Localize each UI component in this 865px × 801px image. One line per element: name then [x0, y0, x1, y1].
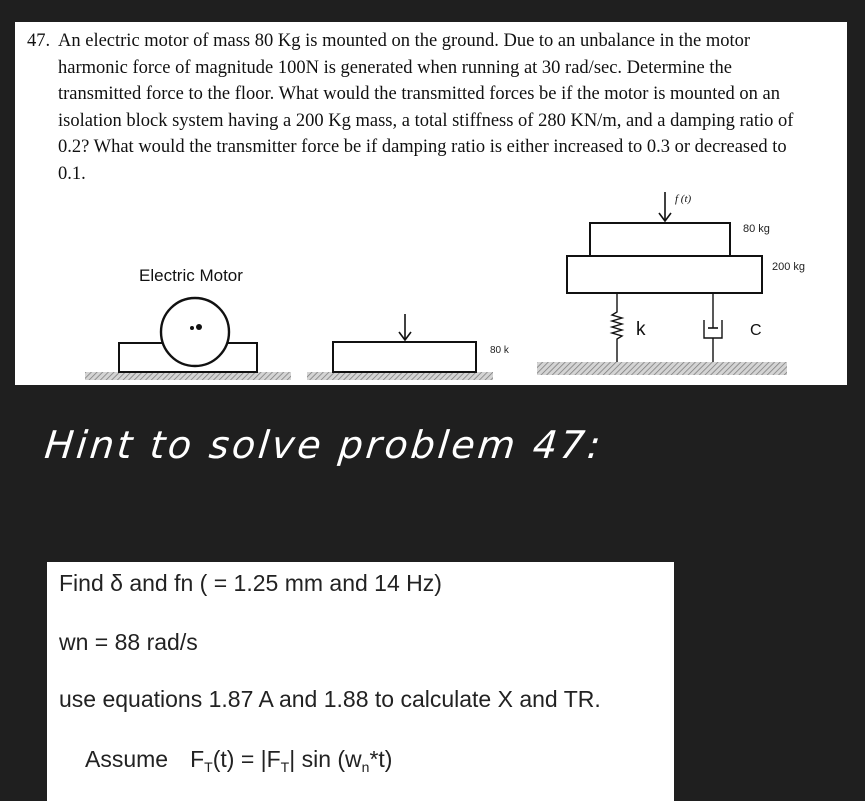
mass-block-small — [333, 342, 476, 372]
hint-card — [47, 562, 674, 801]
spring-label: k — [636, 319, 646, 340]
rotor-center-icon — [190, 326, 194, 330]
problem-card — [15, 22, 847, 385]
motor-label: Electric Motor — [139, 266, 243, 285]
natural-frequency-subscript: n — [361, 759, 370, 775]
motor-housing — [161, 298, 229, 366]
mass-label-top: 80 kg — [743, 223, 770, 235]
hint-line-equations: use equations 1.87 A and 1.88 to calculate X and TR. — [59, 686, 601, 712]
force-label: f (t) — [675, 193, 692, 205]
problem-line: 0.1. — [58, 163, 86, 184]
problem-line: transmitted force to the floor. What would the transmitted forces be if the motor is mounted on an — [58, 84, 781, 104]
equation-sine: | sin (w — [289, 746, 362, 772]
mass-label-small: 80 k — [490, 345, 509, 356]
hint-line-assume — [85, 746, 392, 775]
unbalance-mass-icon — [196, 324, 202, 330]
problem-line: isolation block system having a 200 Kg mass, a total stiffness of 280 KN/m, and a damping ratio of — [58, 110, 794, 131]
problem-number: 47. — [27, 31, 51, 51]
isolation-block — [567, 256, 762, 293]
problem-line: 0.2? What would the transmitter force be if damping ratio is either increased to 0.3 or decreased to — [58, 137, 787, 157]
hint-line-find: Find δ and fn ( = 1.25 mm and 14 Hz) — [59, 570, 442, 596]
mass-label-block: 200 kg — [772, 261, 806, 273]
transmitted-force-subscript: T — [204, 759, 213, 775]
motor-mass-block — [590, 223, 730, 256]
equation-middle: (t) = |F — [212, 746, 281, 772]
problem-line: harmonic force of magnitude 100N is generated when running at 30 rad/sec. Determine the — [58, 57, 732, 78]
spring-icon — [612, 293, 622, 362]
ground-right — [537, 362, 787, 375]
ground-left — [85, 372, 291, 380]
hint-line-wn: wn = 88 rad/s — [59, 629, 198, 655]
assume-prefix: Assume — [85, 746, 169, 772]
hint-title: Hint to solve problem 47: — [42, 423, 606, 467]
damper-label: C — [750, 322, 762, 339]
vibration-diagram — [15, 182, 847, 385]
problem-line: An electric motor of mass 80 Kg is mounted on the ground. Due to an unbalance in the motor — [58, 31, 751, 51]
ground-middle — [307, 372, 493, 380]
transmitted-force-symbol: F — [190, 746, 205, 772]
equation-end: *t) — [369, 746, 393, 772]
problem-statement — [27, 28, 837, 187]
magnitude-subscript: T — [280, 759, 290, 775]
